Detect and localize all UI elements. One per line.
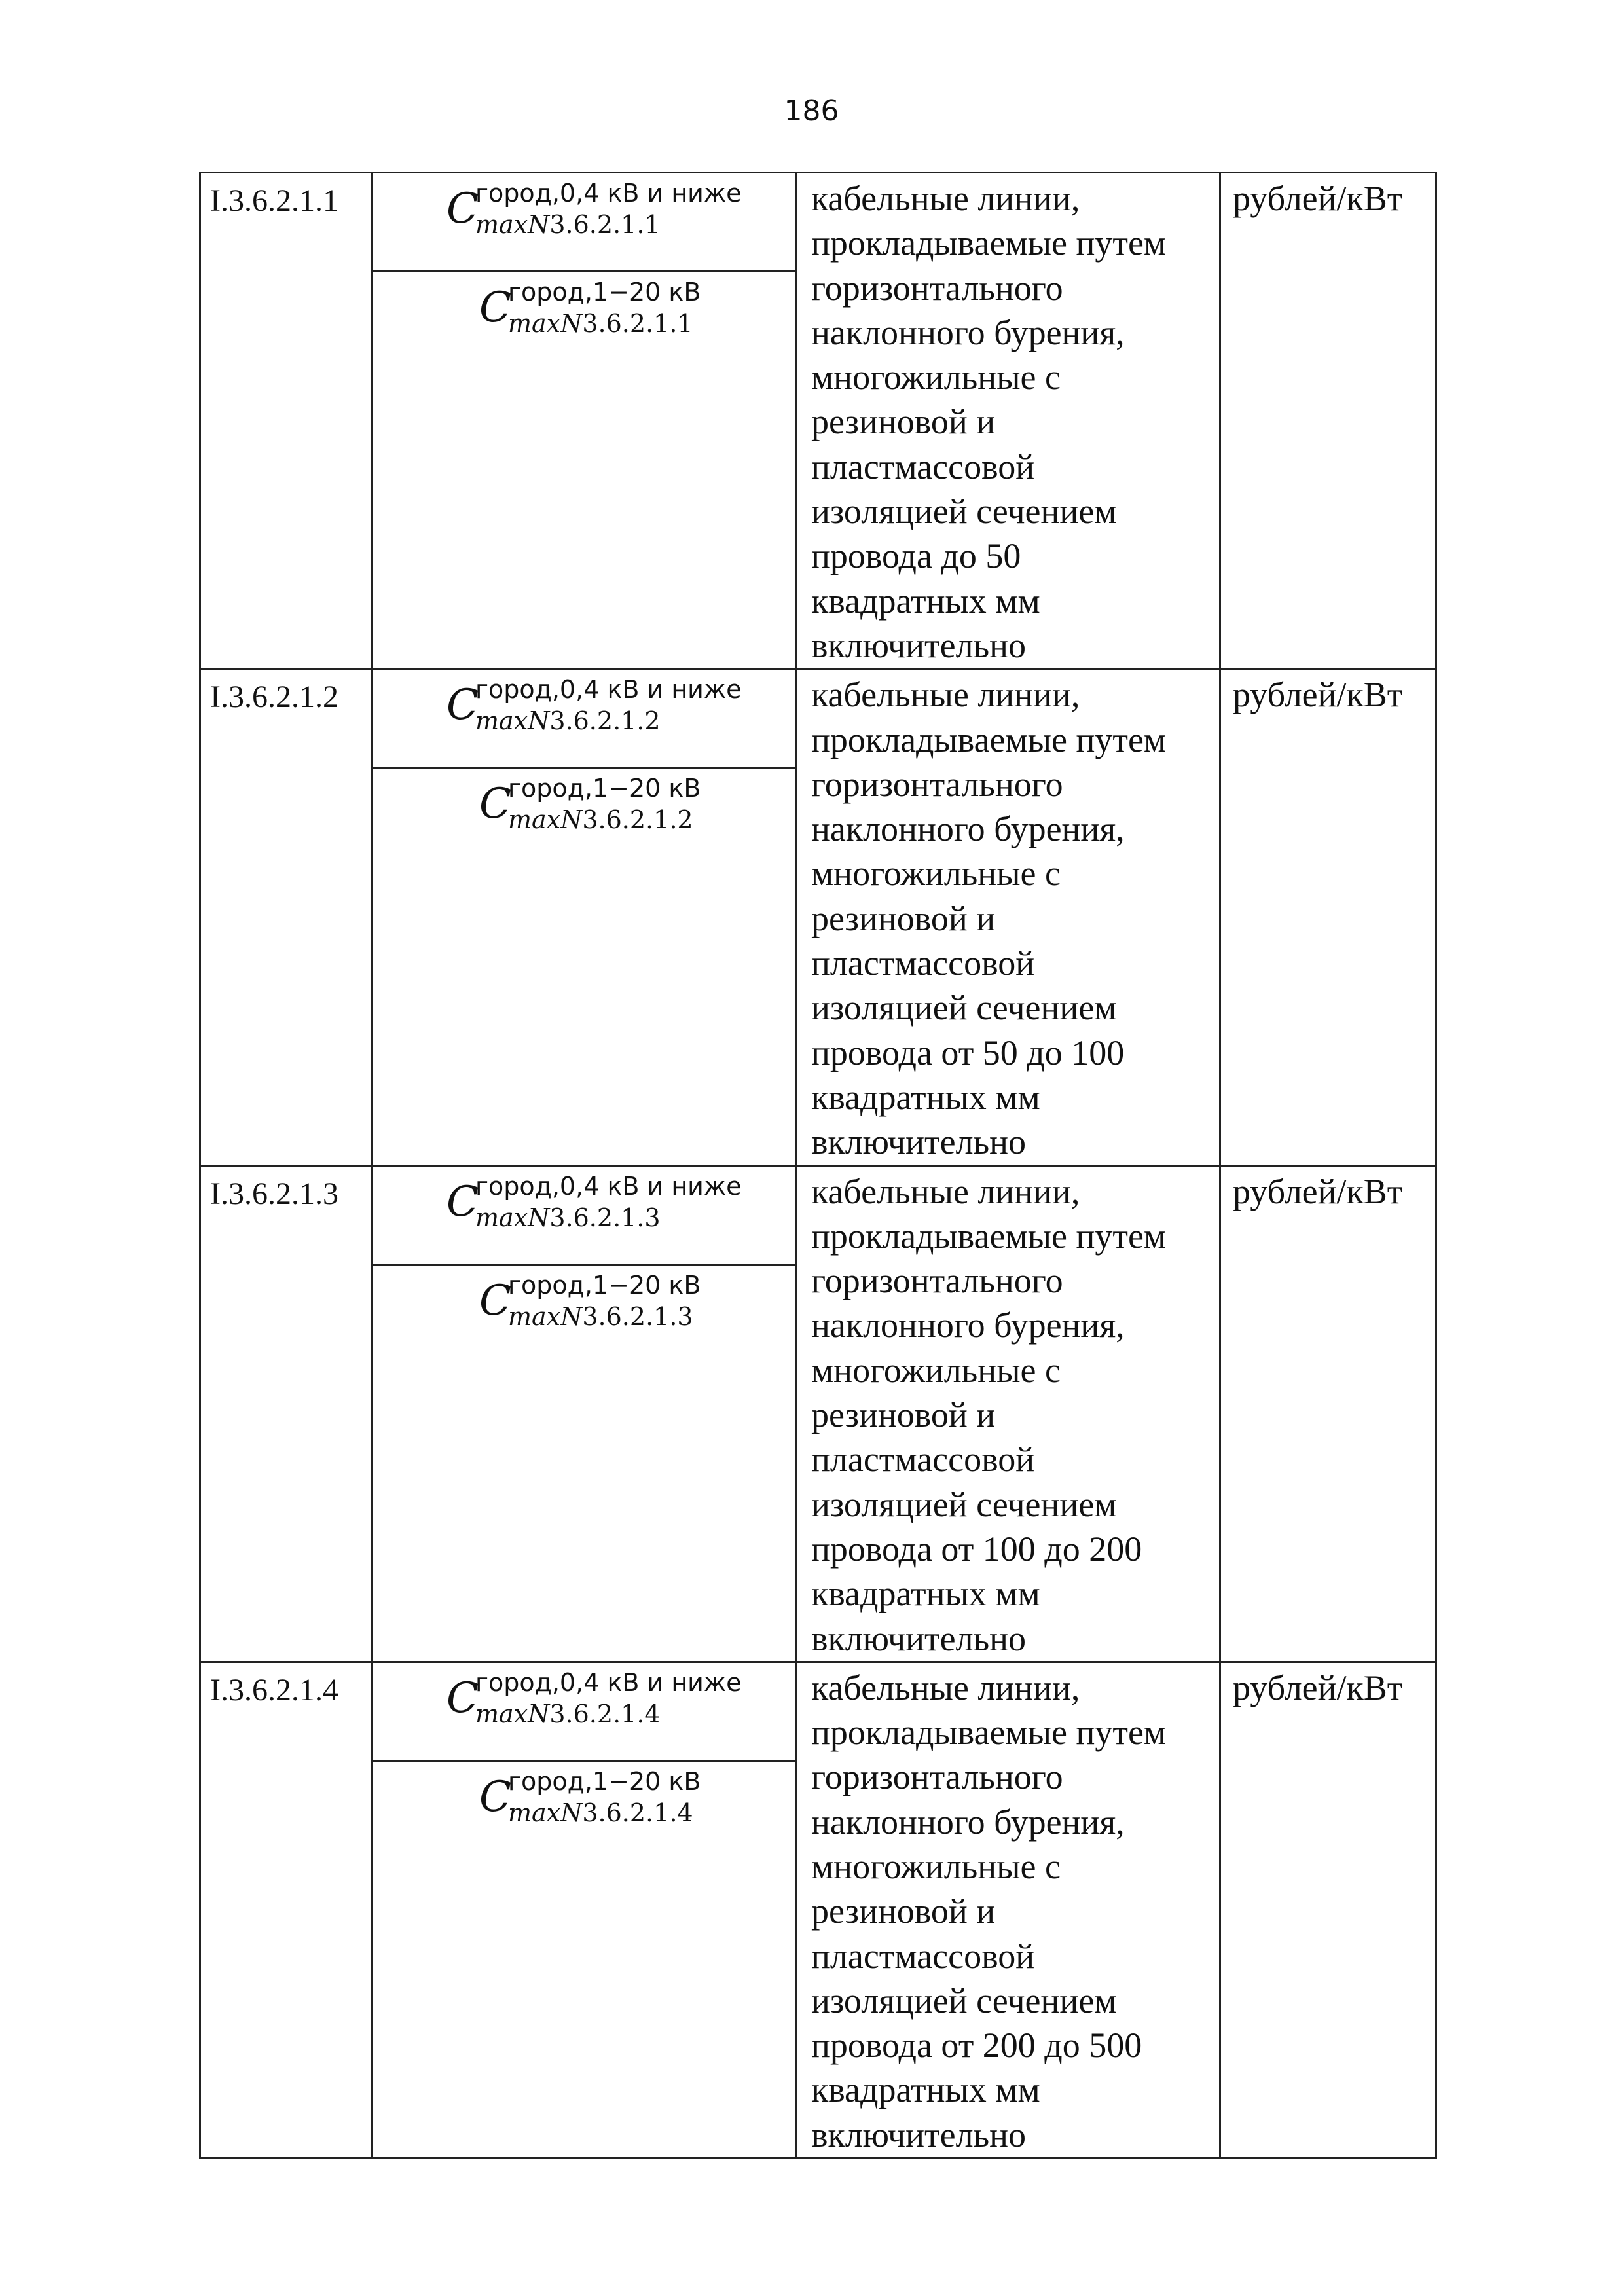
description-line: провода от 100 до 200	[811, 1529, 1142, 1569]
row-unit: рублей/кВт	[1220, 669, 1436, 1165]
formula-superscript: город,1−20 кВ	[508, 774, 701, 803]
formula-subscript	[475, 706, 661, 735]
formula-subscript-index: 3.6.2.1.2	[549, 706, 661, 736]
description-line: многожильные с	[811, 1350, 1061, 1390]
formula-cell-top	[372, 1662, 796, 1760]
description-line: включительно	[811, 2115, 1027, 2155]
formula-base: C	[447, 185, 479, 233]
formula-base: C	[447, 1177, 479, 1226]
formula-base: C	[479, 1276, 511, 1325]
formula-subscript-var: maxN	[475, 1203, 550, 1232]
description-line: прокладываемые путем	[811, 1713, 1167, 1753]
formula-superscript: город,1−20 кВ	[508, 1270, 701, 1300]
row-unit: рублей/кВт	[1220, 1662, 1436, 2158]
formula-base: C	[447, 681, 479, 730]
description-line: пластмассовой	[811, 1440, 1035, 1480]
table-row	[200, 669, 1436, 768]
formula-bottom	[479, 1767, 795, 1839]
formula-subscript-var: maxN	[475, 1699, 550, 1728]
row-code: I.3.6.2.1.1	[200, 173, 372, 669]
description-line: изоляцией сечением	[811, 1980, 1117, 2020]
formula-subscript	[475, 1203, 661, 1232]
description-line: пластмассовой	[811, 446, 1035, 486]
description-line: наклонного бурения,	[811, 1802, 1125, 1842]
formula-subscript-index: 3.6.2.1.3	[582, 1302, 693, 1331]
description-line: квадратных мм	[811, 2070, 1040, 2110]
formula-superscript: город,0,4 кВ и ниже	[475, 179, 742, 208]
formula-subscript	[475, 1700, 661, 1728]
description-line: кабельные линии,	[811, 1667, 1080, 1707]
formula-subscript-index: 3.6.2.1.2	[582, 805, 693, 835]
row-description	[796, 1165, 1220, 1662]
description-line: горизонтального	[811, 1757, 1063, 1797]
description-line: включительно	[811, 1122, 1027, 1162]
description-line: провода от 50 до 100	[811, 1032, 1125, 1072]
formula-bottom	[479, 278, 795, 350]
row-description	[796, 669, 1220, 1165]
formula-subscript-index: 3.6.2.1.1	[549, 210, 661, 239]
description-line: провода от 200 до 500	[811, 2026, 1142, 2066]
formula-cell-top	[372, 1165, 796, 1264]
description-line: включительно	[811, 1618, 1027, 1658]
description-line: квадратных мм	[811, 581, 1040, 621]
description-line: провода до 50	[811, 536, 1021, 576]
description-line: наклонного бурения,	[811, 809, 1125, 849]
formula-subscript	[508, 1798, 693, 1827]
row-code: I.3.6.2.1.2	[200, 669, 372, 1165]
row-description	[796, 1662, 1220, 2158]
row-code: I.3.6.2.1.4	[200, 1662, 372, 2158]
description-line: многожильные с	[811, 854, 1061, 894]
page-number: 186	[784, 94, 839, 128]
description-line: кабельные линии,	[811, 1171, 1080, 1211]
formula-cell-top	[372, 669, 796, 768]
table-row	[200, 173, 1436, 272]
formula-subscript	[508, 805, 693, 834]
formula-subscript-index: 3.6.2.1.1	[582, 309, 693, 338]
formula-cell-bottom	[372, 1760, 796, 2158]
description-line: наклонного бурения,	[811, 1305, 1125, 1345]
description-line: наклонного бурения,	[811, 312, 1125, 352]
formula-base: C	[479, 780, 511, 829]
description-line: резиновой и	[811, 1891, 996, 1931]
table-body	[200, 173, 1436, 2159]
description-line: горизонтального	[811, 764, 1063, 804]
description-line: включительно	[811, 625, 1027, 665]
description-line: прокладываемые путем	[811, 720, 1167, 759]
row-code: I.3.6.2.1.3	[200, 1165, 372, 1662]
description-line: прокладываемые путем	[811, 223, 1167, 263]
formula-subscript	[508, 309, 693, 338]
description-line: квадратных мм	[811, 1574, 1040, 1614]
description-line: многожильные с	[811, 1846, 1061, 1886]
description-line: многожильные с	[811, 357, 1061, 397]
formula-subscript-var: maxN	[508, 1798, 583, 1827]
description-line: изоляцией сечением	[811, 492, 1117, 532]
row-unit: рублей/кВт	[1220, 1165, 1436, 1662]
description-line: изоляцией сечением	[811, 988, 1117, 1028]
description-line: прокладываемые путем	[811, 1216, 1167, 1256]
row-unit: рублей/кВт	[1220, 173, 1436, 669]
description-line: кабельные линии,	[811, 675, 1080, 715]
description-line: резиновой и	[811, 1395, 996, 1435]
formula-top	[447, 1668, 795, 1740]
formula-base: C	[479, 283, 511, 333]
table-row	[200, 1165, 1436, 1264]
formula-base: C	[479, 1772, 511, 1821]
tariff-table	[199, 172, 1437, 2159]
description-line: резиновой и	[811, 402, 996, 442]
formula-subscript-index: 3.6.2.1.3	[549, 1203, 661, 1232]
description-line: квадратных мм	[811, 1077, 1040, 1117]
table-row	[200, 1662, 1436, 1760]
formula-subscript-var: maxN	[508, 309, 583, 338]
formula-subscript-index: 3.6.2.1.4	[549, 1699, 661, 1728]
formula-cell-bottom	[372, 1264, 796, 1662]
formula-bottom	[479, 774, 795, 846]
formula-subscript	[508, 1302, 693, 1331]
formula-subscript-var: maxN	[475, 210, 550, 239]
formula-subscript-var: maxN	[475, 706, 550, 736]
formula-subscript-var: maxN	[508, 1302, 583, 1331]
formula-superscript: город,1−20 кВ	[508, 278, 701, 307]
formula-superscript: город,0,4 кВ и ниже	[475, 1667, 742, 1697]
formula-cell-bottom	[372, 272, 796, 669]
description-line: пластмассовой	[811, 943, 1035, 983]
description-line: пластмассовой	[811, 1936, 1035, 1976]
formula-bottom	[479, 1271, 795, 1343]
formula-superscript: город,1−20 кВ	[508, 1766, 701, 1796]
formula-subscript-var: maxN	[508, 805, 583, 835]
description-line: горизонтального	[811, 268, 1063, 308]
formula-subscript-index: 3.6.2.1.4	[582, 1798, 693, 1827]
formula-superscript: город,0,4 кВ и ниже	[475, 1171, 742, 1201]
formula-cell-top	[372, 173, 796, 272]
formula-base: C	[447, 1673, 479, 1722]
description-line: кабельные линии,	[811, 179, 1080, 218]
description-line: резиновой и	[811, 898, 996, 938]
description-line: изоляцией сечением	[811, 1484, 1117, 1524]
description-line: горизонтального	[811, 1261, 1063, 1301]
row-description	[796, 173, 1220, 669]
formula-top	[447, 675, 795, 747]
formula-subscript	[475, 210, 661, 239]
formula-cell-bottom	[372, 768, 796, 1165]
formula-top	[447, 1172, 795, 1244]
formula-superscript: город,0,4 кВ и ниже	[475, 675, 742, 704]
formula-top	[447, 179, 795, 251]
